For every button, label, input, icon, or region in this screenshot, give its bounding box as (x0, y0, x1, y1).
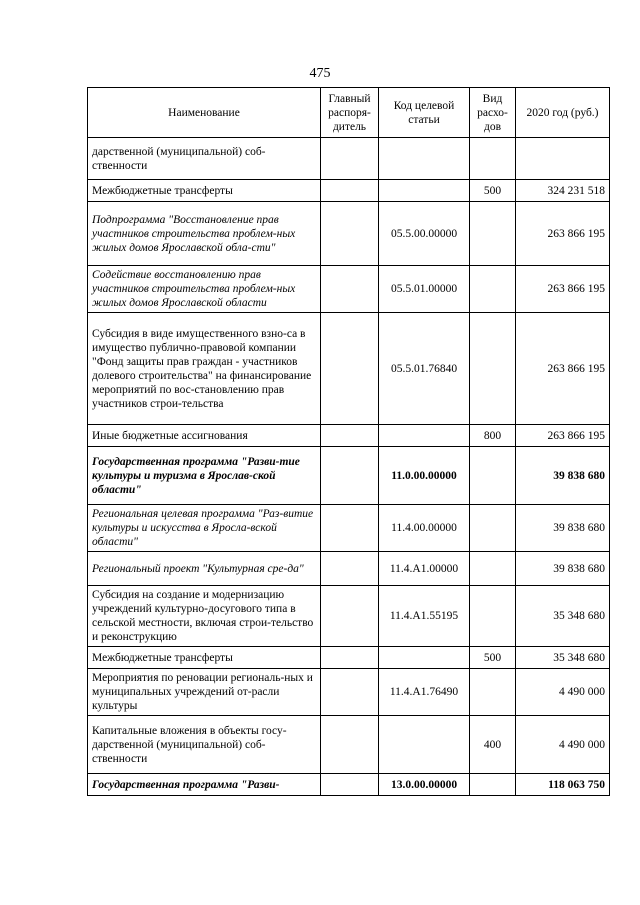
cell-type: 400 (470, 716, 516, 774)
cell-code: 05.5.01.76840 (379, 313, 470, 425)
cell-type (470, 774, 516, 796)
cell-type (470, 266, 516, 313)
cell-type: 800 (470, 425, 516, 447)
cell-amount: 263 866 195 (516, 202, 610, 266)
cell-code (379, 647, 470, 669)
table-row (88, 774, 610, 796)
cell-code: 11.0.00.00000 (379, 447, 470, 505)
header-amount: 2020 год (руб.) (516, 88, 610, 138)
cell-type (470, 586, 516, 647)
cell-type (470, 313, 516, 425)
table-row (88, 586, 610, 647)
cell-name: Содействие восстановлению прав участников строительства проблем-ных жилых домов Ярославской области (88, 266, 321, 313)
cell-name: Государственная программа "Разви- (88, 774, 321, 796)
cell-admin (321, 313, 379, 425)
cell-name: Субсидия на создание и модернизацию учреждений культурно-досугового типа в сельской местности, включая строи-тельство и реконструкцию (88, 586, 321, 647)
cell-name: Региональный проект "Культурная сре-да" (88, 552, 321, 586)
cell-type (470, 138, 516, 180)
table-row (88, 647, 610, 669)
table-row (88, 138, 610, 180)
page-number: 475 (309, 66, 331, 81)
table-row (88, 266, 610, 313)
cell-amount: 263 866 195 (516, 313, 610, 425)
cell-code (379, 180, 470, 202)
cell-admin (321, 774, 379, 796)
cell-amount: 39 838 680 (516, 447, 610, 505)
cell-name: Подпрограмма "Восстановление прав участников строительства проблем-ных жилых домов Ярославской обла-сти" (88, 202, 321, 266)
cell-admin (321, 505, 379, 552)
header-code: Код целевой статьи (379, 88, 470, 138)
cell-admin (321, 716, 379, 774)
cell-name: Межбюджетные трансферты (88, 647, 321, 669)
cell-name: Мероприятия по реновации региональ-ных и муниципальных учреждений от-расли культуры (88, 669, 321, 716)
cell-admin (321, 138, 379, 180)
table-row (88, 552, 610, 586)
header-type: Вид расхо-дов (470, 88, 516, 138)
cell-code: 05.5.01.00000 (379, 266, 470, 313)
cell-name: Субсидия в виде имущественного взно-са в имущество публично-правовой компании "Фонд защиты прав граждан - участников долевого строительства" на финансирование мероприятий по вос-становлению прав участников строи-тельства (88, 313, 321, 425)
table-row (88, 425, 610, 447)
header-admin: Главный распоря-дитель (321, 88, 379, 138)
budget-table (87, 87, 610, 796)
table-row (88, 180, 610, 202)
cell-name: Иные бюджетные ассигнования (88, 425, 321, 447)
cell-type (470, 552, 516, 586)
cell-admin (321, 447, 379, 505)
table-row (88, 716, 610, 774)
cell-code: 13.0.00.00000 (379, 774, 470, 796)
cell-amount: 263 866 195 (516, 266, 610, 313)
cell-code (379, 425, 470, 447)
table-row (88, 669, 610, 716)
table-row (88, 202, 610, 266)
cell-name: Региональная целевая программа "Раз-витие культуры и искусства в Яросла-вской области" (88, 505, 321, 552)
cell-code: 11.4.A1.55195 (379, 586, 470, 647)
cell-amount: 118 063 750 (516, 774, 610, 796)
cell-admin (321, 180, 379, 202)
cell-admin (321, 425, 379, 447)
cell-amount: 4 490 000 (516, 716, 610, 774)
cell-admin (321, 266, 379, 313)
cell-type: 500 (470, 180, 516, 202)
cell-type (470, 669, 516, 716)
cell-admin (321, 552, 379, 586)
cell-admin (321, 669, 379, 716)
cell-admin (321, 586, 379, 647)
header-row (88, 88, 610, 138)
cell-type (470, 505, 516, 552)
cell-code: 11.4.A1.00000 (379, 552, 470, 586)
cell-amount: 35 348 680 (516, 647, 610, 669)
header-name: Наименование (88, 88, 321, 138)
cell-name: Межбюджетные трансферты (88, 180, 321, 202)
cell-name: Государственная программа "Разви-тие культуры и туризма в Ярослав-ской области" (88, 447, 321, 505)
table-row (88, 505, 610, 552)
cell-amount: 35 348 680 (516, 586, 610, 647)
cell-admin (321, 647, 379, 669)
cell-amount: 4 490 000 (516, 669, 610, 716)
table-body (88, 138, 610, 796)
cell-code: 11.4.00.00000 (379, 505, 470, 552)
cell-amount: 324 231 518 (516, 180, 610, 202)
cell-name: дарственной (муниципальной) соб-ственности (88, 138, 321, 180)
cell-amount: 39 838 680 (516, 505, 610, 552)
cell-admin (321, 202, 379, 266)
cell-type: 500 (470, 647, 516, 669)
cell-amount: 263 866 195 (516, 425, 610, 447)
cell-type (470, 202, 516, 266)
cell-code: 11.4.A1.76490 (379, 669, 470, 716)
cell-code (379, 716, 470, 774)
cell-code: 05.5.00.00000 (379, 202, 470, 266)
table-row (88, 447, 610, 505)
cell-name: Капитальные вложения в объекты госу-дарственной (муниципальной) соб-ственности (88, 716, 321, 774)
cell-amount (516, 138, 610, 180)
cell-amount: 39 838 680 (516, 552, 610, 586)
cell-code (379, 138, 470, 180)
cell-type (470, 447, 516, 505)
table-row (88, 313, 610, 425)
